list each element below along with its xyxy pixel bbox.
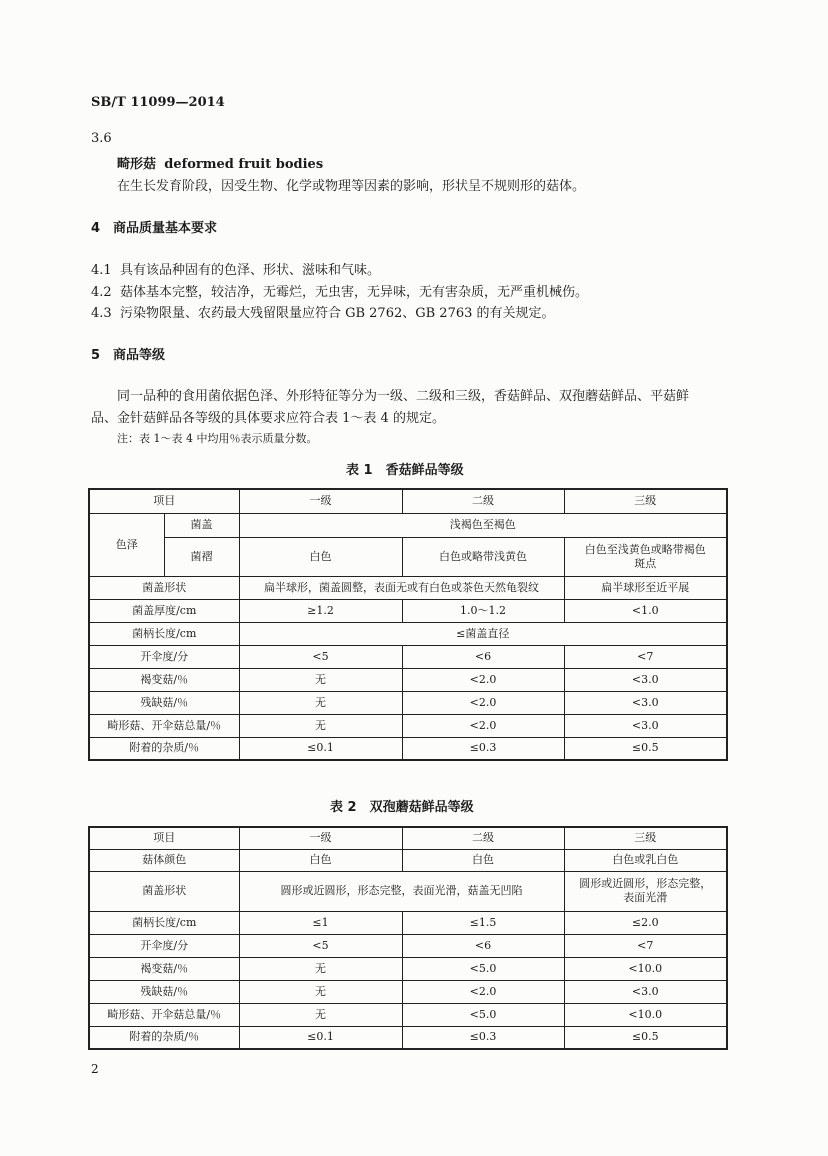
header-cell: 二级 [402,827,564,849]
row-label: 菌盖形状 [89,576,239,599]
row-label: 畸形菇、开伞菇总量/％ [89,1003,239,1026]
row-label: 开伞度/分 [89,934,239,957]
table-row [89,1026,727,1049]
header-cell: 二级 [402,489,564,513]
table-cell: ≤0.5 [564,1026,727,1049]
item-4-2 [91,281,588,300]
table-cell: 无 [239,1003,402,1026]
table-cell: 白色或乳白色 [564,849,727,871]
table-cell: 白色 [239,849,402,871]
row-label: 色泽 [89,513,164,576]
table-cell: <2.0 [402,714,564,737]
item-text: 具有该品种固有的色泽、形状、滋味和气味。 [119,263,380,278]
table-cell: <1.0 [564,599,727,622]
table-row [89,827,727,849]
table-cell: <7 [564,645,727,668]
term-definition-title [117,153,323,172]
table-row [89,576,727,599]
section-4-heading: 4 商品质量基本要求 [91,221,218,236]
table-cell: ≤0.1 [239,737,402,760]
row-label: 残缺菇/％ [89,980,239,1003]
table-cell: ≤菌盖直径 [239,622,727,645]
row-label: 开伞度/分 [89,645,239,668]
table-cell: <5 [239,934,402,957]
row-label: 菌盖厚度/cm [89,599,239,622]
table-cell: <3.0 [564,668,727,691]
section-5-heading: 5 商品等级 [91,348,166,363]
table-cell: <3.0 [564,980,727,1003]
table-cell: 无 [239,668,402,691]
header-cell: 三级 [564,489,727,513]
row-label: 附着的杂质/％ [89,737,239,760]
table-cell: 白色或略带浅黄色 [402,537,564,576]
table-cell: <6 [402,645,564,668]
row-label: 残缺菇/％ [89,691,239,714]
table-row [89,599,727,622]
table-cell: 扁半球形，菌盖圆整，表面无或有白色或茶色天然龟裂纹 [239,576,564,599]
row-label: 菌柄长度/cm [89,911,239,934]
section-5-note: 注：表 1～表 4 中均用％表示质量分数。 [117,432,318,445]
table-row [89,934,727,957]
row-label: 菌柄长度/cm [89,622,239,645]
table-cell: 1.0～1.2 [402,599,564,622]
item-number: 4.2 [91,285,112,300]
table-row [89,537,727,576]
header-cell: 三级 [564,827,727,849]
table-row [89,737,727,760]
table1-title: 表 1 香菇鲜品等级 [346,463,464,478]
table-row [89,714,727,737]
table-cell: ≥1.2 [239,599,402,622]
table-cell: 白色 [402,849,564,871]
table-cell: 无 [239,980,402,1003]
table-cell: <2.0 [402,980,564,1003]
table-cell: 白色 [239,537,402,576]
page-number: 2 [91,1062,99,1076]
table-row [89,1003,727,1026]
table-row [89,489,727,513]
row-sublabel: 菌褶 [164,537,239,576]
table-cell: <7 [564,934,727,957]
table-row [89,980,727,1003]
table-row [89,957,727,980]
term-cn: 畸形菇 [117,157,157,172]
item-text: 菇体基本完整，较洁净，无霉烂，无虫害，无异味，无有害杂质，无严重机械伤。 [119,285,588,300]
term-definition: 在生长发育阶段，因受生物、化学或物理等因素的影响，形状呈不规则形的菇体。 [117,179,586,194]
section-number-3-6: 3.6 [91,131,112,146]
table-row [89,911,727,934]
row-label: 菇体颜色 [89,849,239,871]
table-cell: 无 [239,714,402,737]
table-cell: <10.0 [564,1003,727,1026]
table2-title: 表 2 双孢蘑菇鲜品等级 [330,800,474,815]
table-cell: ≤2.0 [564,911,727,934]
term-en: deformed fruit bodies [164,157,324,172]
table-row [89,849,727,871]
table-cell: <5.0 [402,1003,564,1026]
table-cell: 白色至浅黄色或略带褐色斑点 [564,537,727,576]
item-number: 4.1 [91,263,112,278]
row-label: 畸形菇、开伞菇总量/％ [89,714,239,737]
table-cell: ≤0.3 [402,737,564,760]
table-cell: ≤0.5 [564,737,727,760]
table-cell: ≤0.3 [402,1026,564,1049]
table-row [89,871,727,911]
table-cell: <10.0 [564,957,727,980]
table-cell: <2.0 [402,691,564,714]
standard-code: SB/T 11099—2014 [91,95,225,110]
table1 [88,488,728,761]
section-5-para-line2: 品、金针菇鲜品各等级的具体要求应符合表 1～表 4 的规定。 [91,411,445,426]
header-cell: 一级 [239,827,402,849]
header-cell: 项目 [89,489,239,513]
row-label: 褐变菇/％ [89,668,239,691]
table-cell: <3.0 [564,714,727,737]
table-cell: <2.0 [402,668,564,691]
header-cell: 项目 [89,827,239,849]
table-row [89,622,727,645]
table-cell: ≤1 [239,911,402,934]
table-cell: <5.0 [402,957,564,980]
table-cell: ≤0.1 [239,1026,402,1049]
item-text: 污染物限量、农药最大残留限量应符合 GB 2762、GB 2763 的有关规定。 [119,306,555,321]
table-cell: 无 [239,957,402,980]
table-row [89,691,727,714]
section-5-para-line1: 同一品种的食用菌依据色泽、外形特征等分为一级、二级和三级，香菇鲜品、双孢蘑菇鲜品、平菇鲜 [117,389,690,404]
item-4-1 [91,259,380,278]
table-cell: 扁半球形至近平展 [564,576,727,599]
table2 [88,826,728,1050]
row-label: 菌盖形状 [89,871,239,911]
row-sublabel: 菌盖 [164,513,239,537]
table-row [89,513,727,537]
table-cell: <5 [239,645,402,668]
table-row [89,645,727,668]
row-label: 附着的杂质/％ [89,1026,239,1049]
row-label: 褐变菇/％ [89,957,239,980]
table-row [89,668,727,691]
table-cell: <6 [402,934,564,957]
item-4-3 [91,302,555,321]
table-cell: 浅褐色至褐色 [239,513,727,537]
item-number: 4.3 [91,306,112,321]
header-cell: 一级 [239,489,402,513]
table-cell: 无 [239,691,402,714]
table-cell: ≤1.5 [402,911,564,934]
table-cell: 圆形或近圆形，形态完整，表面光滑 [564,871,727,911]
table-cell: <3.0 [564,691,727,714]
table-cell: 圆形或近圆形，形态完整，表面光滑，菇盖无凹陷 [239,871,564,911]
